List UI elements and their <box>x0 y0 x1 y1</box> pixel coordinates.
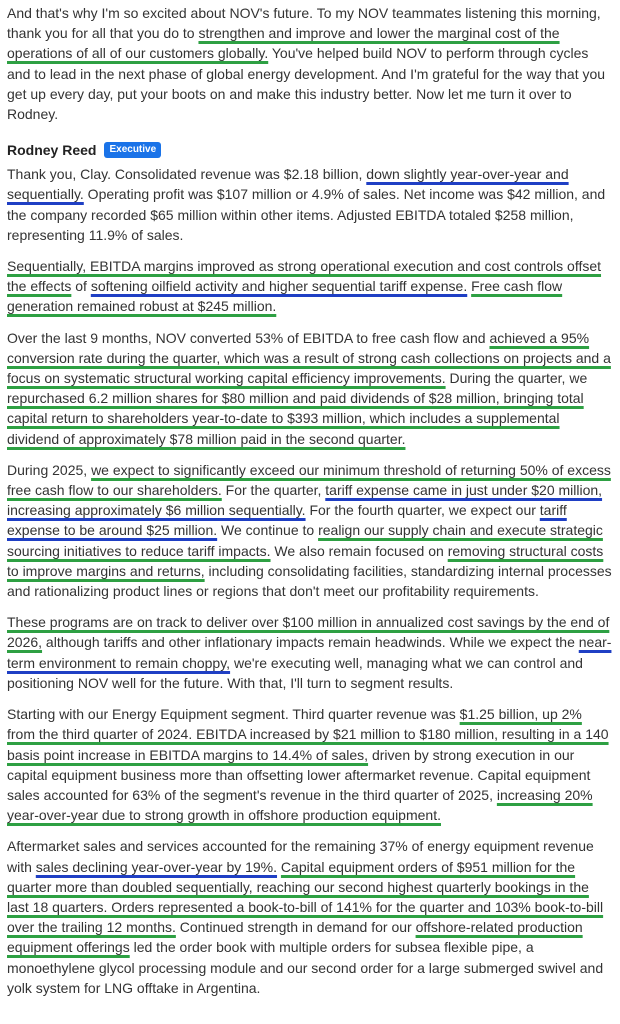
intro-paragraph <box>7 3 613 124</box>
text: We continue to <box>217 522 319 539</box>
text: Starting with our Energy Equipment segment. Third quarter revenue was <box>7 706 460 723</box>
paragraph-6 <box>7 704 613 825</box>
text: We also remain focused on <box>270 542 448 559</box>
highlight-green: repurchased 6.2 million shares for $80 million and paid dividends of $28 million, bringing total capital return to shareholders year-to-date to $393 million, which includes a supplemental dividend of approximately $78 million paid in the second quarter. <box>7 390 584 447</box>
text: During 2025, <box>7 461 92 478</box>
highlight-blue: softening oilfield activity and higher sequential tariff expense. <box>90 278 468 295</box>
highlight-green: realign our supply chain and execute strategic sourcing initiatives to reduce tariff impacts. <box>7 522 603 559</box>
paragraph-4 <box>7 460 613 601</box>
highlight-green: offshore-related production equipment offerings <box>7 919 583 956</box>
paragraph-7 <box>7 836 613 998</box>
paragraph-3 <box>7 328 613 449</box>
paragraph-1 <box>7 164 613 245</box>
highlight-green: strengthen and improve and lower the marginal cost of the operations of all of our customers globally. <box>7 25 560 62</box>
text: Over the last 9 months, NOV converted 53% of EBITDA to free cash flow and <box>7 329 490 346</box>
text: we're executing well, managing what we can control and positioning NOV well for the future. With that, I'll turn to segment results. <box>7 654 583 691</box>
highlight-blue: down slightly year-over-year and sequentially. <box>7 166 569 203</box>
highlight-green: Capital equipment orders of $951 million for the quarter more than doubled sequentially, reaching our second highest quarterly bookings in the last 18 quarters. Orders represented a book-to-bill of 141% for the quarter and 103% book-to-bill over the trailing 12 months. <box>7 858 604 936</box>
text: During the quarter, we <box>445 370 588 387</box>
text: led the order book with multiple orders for subsea flexible pipe, a monoethylene glycol processing module and our second order for a large submerged swivel and yolk system for LNG offtake in Argentina. <box>7 939 604 996</box>
text: Aftermarket sales and services accounted for the remaining 37% of energy equipment revenue with <box>7 838 594 875</box>
text: For the quarter, <box>221 482 326 499</box>
text: Thank you, Clay. Consolidated revenue was $2.18 billion, <box>7 166 367 183</box>
text: although tariffs and other inflationary impacts remain headwinds. While we expect the <box>42 634 579 651</box>
text: Operating profit was $107 million or 4.9% of sales. Net income was $42 million, and the company recorded $65 million within other items. Adjusted EBITDA totaled $258 million, representing 11.9% of sales. <box>7 186 606 243</box>
paragraph-5 <box>7 612 613 693</box>
highlight-green: removing structural costs to improve margins and returns, <box>7 542 604 579</box>
highlight-green: These programs are on track to deliver over $100 million in annualized cost savings by the end of 2026, <box>7 614 610 651</box>
transcript <box>7 0 613 998</box>
text: driven by strong execution in our capital equipment business more than offsetting lower aftermarket revenue. Capital equipment sales accounted for 63% of the segment's revenue in the third quarter of 2025, <box>7 746 591 803</box>
highlight-blue: near-term environment to remain choppy, <box>7 634 612 671</box>
text: of <box>71 278 91 295</box>
text: including consolidating facilities, standardizing internal processes and rationalizing product lines or regions that don't meet our profitability requirements. <box>7 562 612 600</box>
highlight-green: $1.25 billion, up 2% from the third quarter of 2024. EBITDA increased by $21 million to $180 million, resulting in a 140 basis point increase in EBITDA margins to 14.4% of sales, <box>7 706 609 763</box>
text: And that's why I'm so excited about NOV's future. To my NOV teammates listening this morning, thank you for all that you do to <box>7 5 601 42</box>
highlight-green: increasing 20% year-over-year due to strong growth in offshore production equipment. <box>7 786 593 824</box>
highlight-green: Sequentially, EBITDA margins improved as strong operational execution and cost controls offset the effects <box>7 258 602 295</box>
text: You've helped build NOV to perform through cycles and to lead in the next phase of global energy development. And I'm grateful for the way that you get up every day, put your boots on and make this industry better. Now let me turn it over to Rodney. <box>7 45 606 123</box>
paragraph-2 <box>7 256 613 317</box>
text: Continued strength in demand for our <box>175 919 416 936</box>
text: For the fourth quarter, we expect our <box>305 502 540 519</box>
highlight-green: Free cash flow generation remained robust at $245 million. <box>7 278 563 315</box>
highlight-blue: tariff expense to be around $25 million. <box>7 502 567 539</box>
executive-badge: Executive <box>104 142 161 158</box>
speaker-header <box>7 141 613 159</box>
speaker-name: Rodney Reed <box>7 142 97 159</box>
highlight-blue: sales declining year-over-year by 19%. <box>35 858 278 875</box>
highlight-blue: tariff expense came in just under $20 million, increasing approximately $6 million sequentially. <box>7 482 603 519</box>
highlight-green: we expect to significantly exceed our minimum threshold of returning 50% of excess free cash flow to our shareholders. <box>7 461 611 499</box>
highlight-green: achieved a 95% conversion rate during the quarter, which was a result of strong cash collections on projects and a focus on systematic structural working capital efficiency improvements. <box>7 329 611 387</box>
